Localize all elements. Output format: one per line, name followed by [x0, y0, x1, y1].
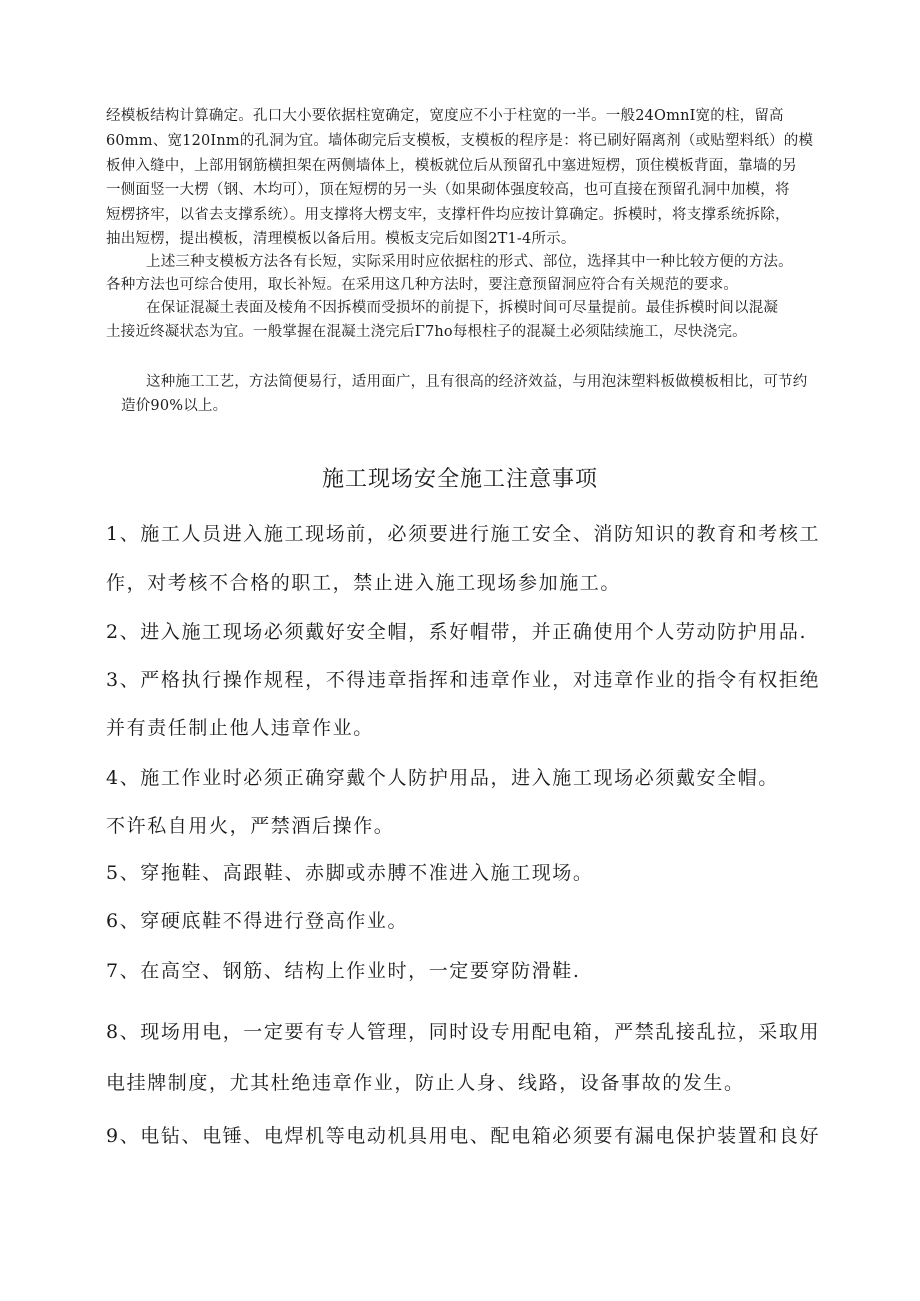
- safety-line-10: 7、在高空、钢筋、结构上作业时，一定要穿防滑鞋.: [106, 960, 581, 982]
- intro-line-8: 各种方法也可综合使用，取长补短。在采用这几种方法时，要注意预留洞应符合有关规范的要求。: [106, 277, 739, 293]
- safety-line-3: 2、进入施工现场必须戴好安全帽，系好帽带，并正确使用个人劳动防护用品.: [106, 621, 808, 643]
- intro-line-5: 短楞挤牢，以省去支撑系统）。用支撑将大楞支牢，支撑杆件均应按计算确定。拆模时，将支撑系统拆除，: [106, 207, 790, 223]
- safety-line-4: 3、严格执行操作规程，不得违章指挥和违章作业，对违章作业的指令有权拒绝: [106, 669, 821, 691]
- safety-line-2: 作，对考核不合格的职工，禁止进入施工现场参加施工。: [106, 572, 622, 594]
- safety-line-8: 5、穿拖鞋、高跟鞋、赤脚或赤膊不准进入施工现场。: [106, 862, 594, 884]
- intro-line-9: 在保证混凝土表面及棱角不因拆模而受损坏的前提下，拆模时间可尽量提前。最佳拆模时间以混凝: [146, 300, 779, 316]
- intro-line-12: 造价90%以上。: [121, 398, 228, 414]
- intro-line-11: 这种施工工艺，方法简便易行，适用面广，且有很高的经济效益，与用泡沫塑料板做模板相比，可节约: [146, 374, 808, 390]
- safety-line-9: 6、穿硬底鞋不得进行登高作业。: [106, 910, 409, 932]
- safety-line-1: 1、施工人员进入施工现场前，必须要进行施工安全、消防知识的教育和考核工: [106, 523, 821, 545]
- safety-line-12: 电挂牌制度，尤其杜绝违章作业，防止人身、线路，设备事故的发生。: [106, 1072, 745, 1094]
- section-title: 施工现场安全施工注意事项: [321, 467, 598, 492]
- intro-line-6: 抽出短楞，提出模板，清理模板以备后用。模板支完后如图2T1-4所示。: [106, 231, 576, 247]
- safety-line-6: 4、施工作业时必须正确穿戴个人防护用品，进入施工现场必须戴安全帽。: [106, 767, 779, 789]
- safety-line-5: 并有责任制止他人违章作业。: [106, 717, 374, 739]
- intro-line-7: 上述三种支模板方法各有长短，实际采用时应依据柱的形式、部位，选择其中一种比较方便的方法。: [146, 254, 793, 270]
- intro-line-10: 土接近终凝状态为宜。一般掌握在混凝土浇完后Γ7ho每根柱子的混凝土必须陆续施工，尽快浇完。: [106, 324, 747, 340]
- safety-line-7: 不许私自用火，严禁酒后操作。: [106, 815, 395, 837]
- intro-line-4: 一侧面竖一大楞（钢、木均可），顶在短楞的另一头（如果砌体强度较高，也可直接在预留孔洞中加模，将: [106, 182, 790, 198]
- safety-line-13: 9、电钻、电锤、电焊机等电动机具用电、配电箱必须要有漏电保护装置和良好: [106, 1125, 821, 1147]
- intro-line-1: 经模板结构计算确定。孔口大小要依据柱宽确定，宽度应不小于柱宽的一半。一般24OmnI宽的柱，留高: [106, 108, 784, 124]
- safety-line-11: 8、现场用电，一定要有专人管理，同时设专用配电箱，严禁乱接乱拉，采取用: [106, 1021, 821, 1043]
- intro-line-3: 板伸入缝中，上部用钢筋横担架在两侧墙体上，模板就位后从预留孔中塞进短楞，顶住模板背面，靠墙的另: [106, 158, 797, 174]
- intro-line-2: 60mm、宽120Inm的孔洞为宜。墙体砌完后支模板，支模板的程序是：将已刷好隔离剂（或贴塑料纸）的模: [106, 133, 814, 149]
